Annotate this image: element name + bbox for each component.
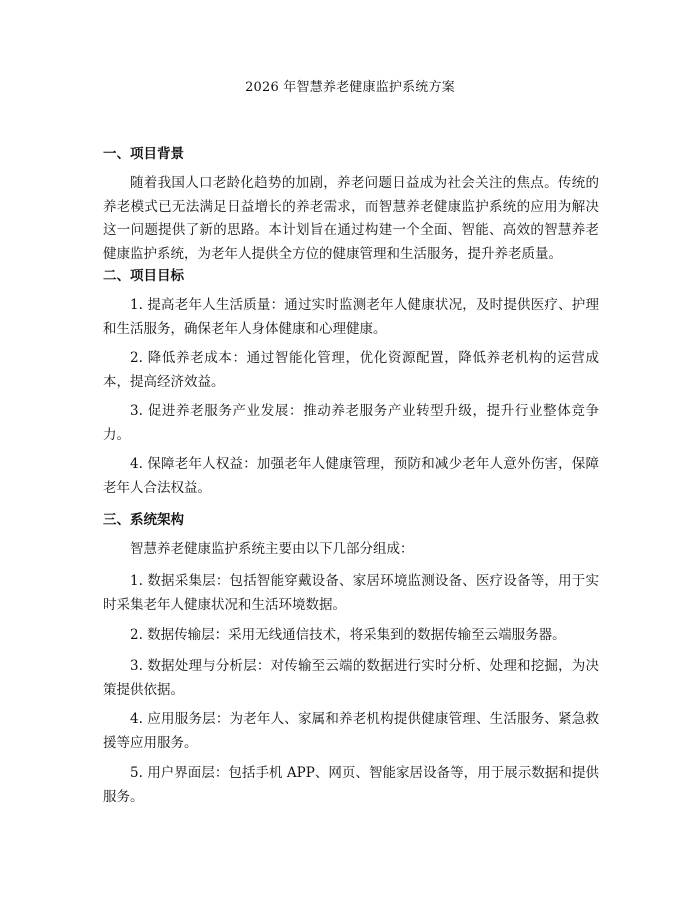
- document-title: 2026 年智慧养老健康监护系统方案: [245, 80, 455, 95]
- paragraph-goal-2: 2. 降低养老成本：通过智能化管理，优化资源配置，降低养老机构的运营成本，提高经济效益。: [103, 350, 599, 390]
- paragraph-layer-2: 2. 数据传输层：采用无线通信技术，将采集到的数据传输至云端服务器。: [130, 627, 566, 643]
- paragraph-layer-3: 3. 数据处理与分析层：对传输至云端的数据进行实时分析、处理和挖掘，为决策提供依据。: [103, 658, 599, 698]
- paragraph-goal-4: 4. 保障老年人权益：加强老年人健康管理，预防和减少老年人意外伤害，保障老年人合法权益。: [103, 456, 599, 496]
- paragraph-architecture-intro: 智慧养老健康监护系统主要由以下几部分组成：: [130, 541, 414, 557]
- paragraph-goal-3: 3. 促进养老服务产业发展：推动养老服务产业转型升级，提升行业整体竞争力。: [103, 403, 599, 443]
- section-heading-background: 一、项目背景: [103, 146, 184, 162]
- paragraph-layer-4: 4. 应用服务层：为老年人、家属和养老机构提供健康管理、生活服务、紧急救援等应用服务。: [103, 711, 599, 751]
- paragraph-layer-5: 5. 用户界面层：包括手机 APP、网页、智能家居设备等，用于展示数据和提供服务。: [103, 765, 599, 805]
- section-heading-architecture: 三、系统架构: [103, 512, 184, 528]
- paragraph-background: 随着我国人口老龄化趋势的加剧，养老问题日益成为社会关注的焦点。传统的养老模式已无法满足日益增长的养老需求，而智慧养老健康监护系统的应用为解决这一问题提供了新的思路。本计划旨在通过构建一个全面、智能、高效的智慧养老健康监护系统，为老年人提供全方位的健康管理和生活服务，提升养老质量。: [103, 175, 599, 262]
- section-heading-goals: 二、项目目标: [103, 268, 184, 284]
- paragraph-layer-1: 1. 数据采集层：包括智能穿戴设备、家居环境监测设备、医疗设备等，用于实时采集老年人健康状况和生活环境数据。: [103, 573, 599, 613]
- paragraph-goal-1: 1. 提高老年人生活质量：通过实时监测老年人健康状况，及时提供医疗、护理和生活服务，确保老年人身体健康和心理健康。: [103, 297, 599, 337]
